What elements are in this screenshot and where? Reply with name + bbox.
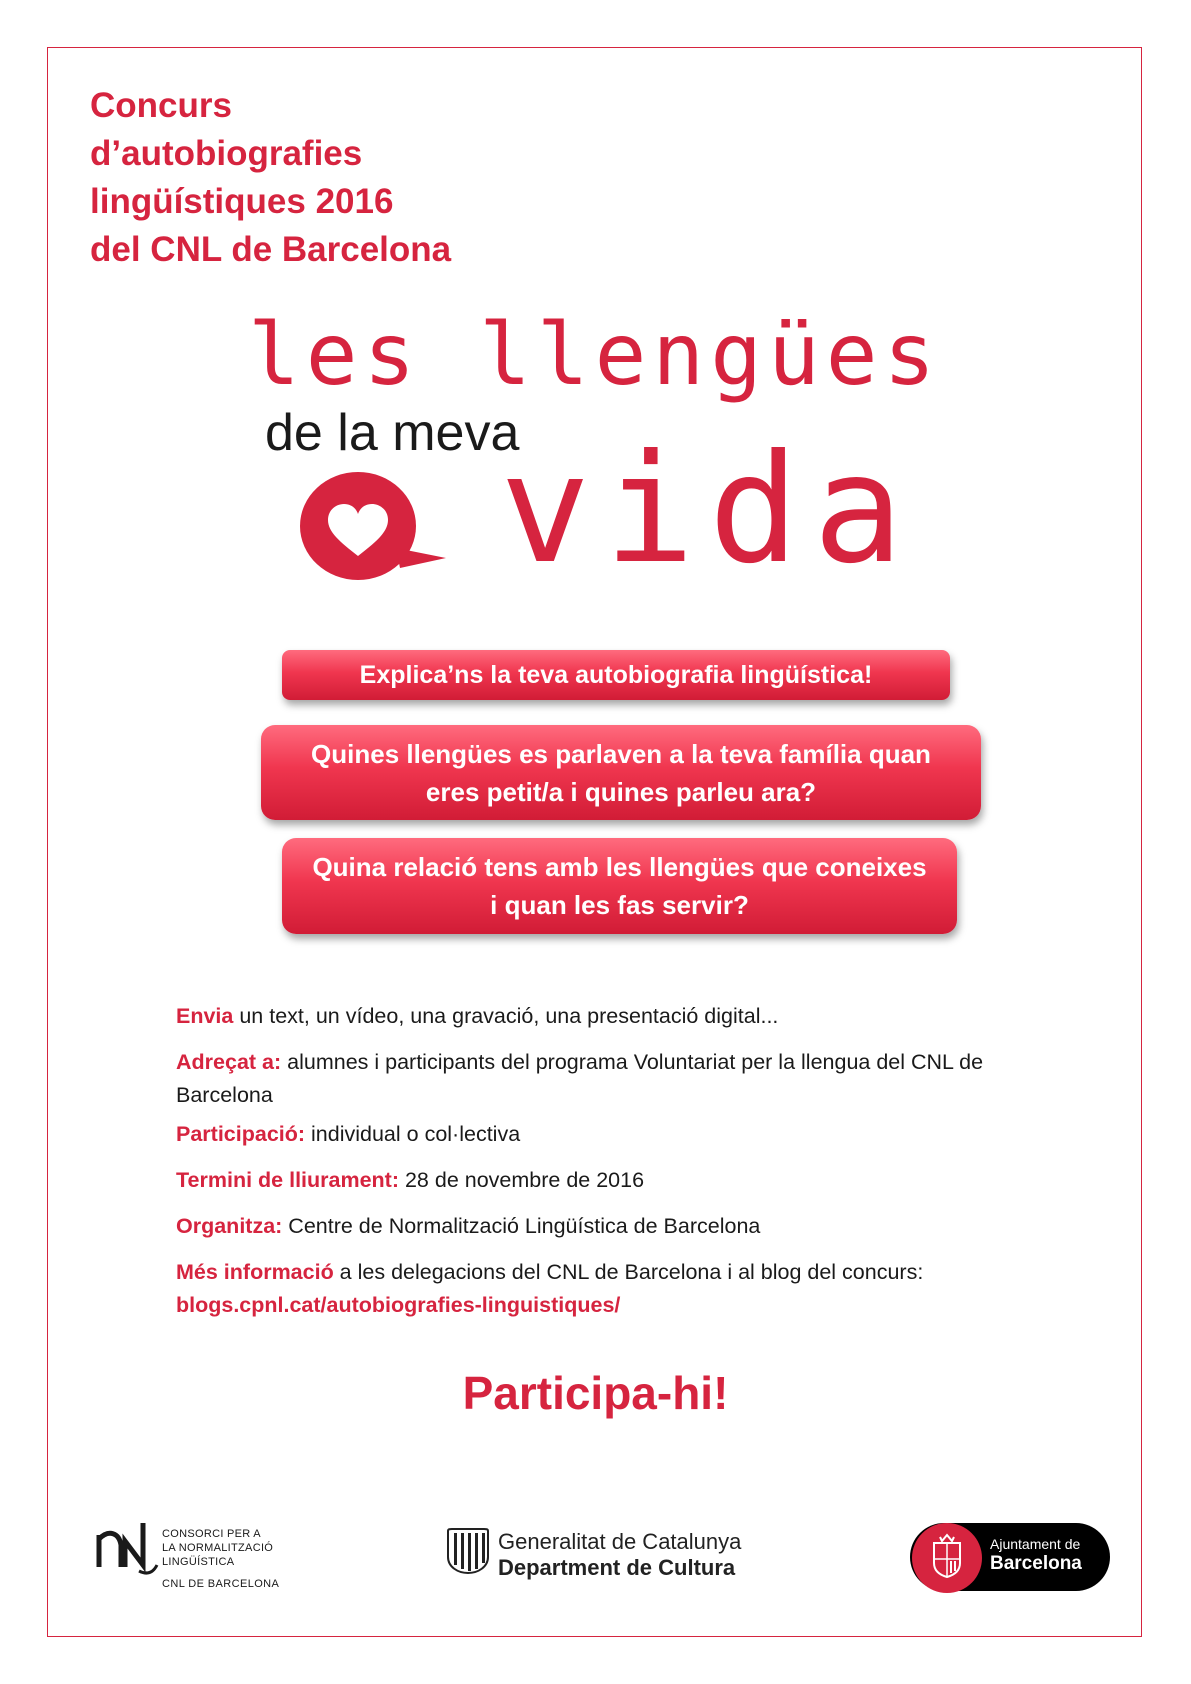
blog-link[interactable]: blogs.cpnl.cat/autobiografies-linguistiques/ (176, 1293, 621, 1317)
logo-middle-text: de la meva (265, 404, 520, 462)
info-text: Centre de Normalització Lingüística de Barcelona (282, 1214, 761, 1238)
title-line-1: Concurs (90, 86, 232, 125)
generalitat-line-2: Department de Cultura (498, 1555, 736, 1580)
question-box-2 (261, 725, 981, 820)
heart-speech-bubble-icon (298, 470, 448, 582)
question-text-2: Quines llengües es parlaven a la teva família quan eres petit/a i quines parleu ara? (311, 738, 931, 807)
info-adrecat (176, 1046, 1006, 1112)
ajuntament-name (990, 1535, 1082, 1575)
question-text-3: Quina relació tens amb les llengües que coneixes i quan les fas servir? (312, 852, 927, 920)
info-participacio (176, 1118, 1006, 1151)
cpnl-line-2: LA NORMALITZACIÓ (162, 1542, 274, 1554)
title-line-2: d’autobiografies (90, 134, 363, 173)
title-line-4: del CNL de Barcelona (90, 230, 452, 269)
barcelona-shield-glyph-icon (912, 1523, 982, 1593)
generalitat-line-1: Generalitat de Catalunya (498, 1529, 742, 1554)
generalitat-name (498, 1529, 741, 1581)
info-label: Més informació (176, 1260, 334, 1284)
cpnl-subtitle: CNL DE BARCELONA (162, 1578, 280, 1590)
contest-title (90, 82, 590, 274)
title-line-3: lingüístiques 2016 (90, 182, 394, 221)
info-text: alumnes i participants del programa Voluntariat per la llengua del CNL de Barcelona (176, 1050, 984, 1107)
generalitat-emblem-icon (446, 1527, 490, 1575)
ajuntament-line-2: Barcelona (990, 1553, 1082, 1574)
logo-word-llengues: les llengües (248, 305, 942, 405)
info-text: 28 de novembre de 2016 (399, 1168, 645, 1192)
info-label: Adreçat a: (176, 1050, 282, 1074)
info-label: Termini de lliurament: (176, 1168, 399, 1192)
info-mes-informacio (176, 1256, 1006, 1322)
call-to-action: Participa-hi! (462, 1367, 729, 1419)
cpnl-line-1: CONSORCI PER A (162, 1528, 261, 1540)
question-text-1: Explica’ns la teva autobiografia lingüística! (359, 660, 873, 689)
info-termini (176, 1164, 1006, 1197)
info-organitza (176, 1210, 1006, 1243)
cpnl-line-3: LINGÜÍSTICA (162, 1556, 235, 1568)
ajuntament-line-1: Ajuntament de (990, 1536, 1081, 1552)
cpnl-name (162, 1527, 273, 1569)
logo-word-vida: vida (500, 423, 918, 597)
barcelona-shield-icon (912, 1523, 982, 1593)
info-label: Envia (176, 1004, 234, 1028)
info-text: un text, un vídeo, una gravació, una presentació digital... (233, 1004, 779, 1028)
info-text: a les delegacions del CNL de Barcelona i al blog del concurs: (333, 1260, 924, 1284)
info-envia (176, 1000, 1006, 1033)
question-box-1 (282, 650, 950, 700)
info-label: Participació: (176, 1122, 306, 1146)
question-box-3 (282, 838, 957, 934)
info-text: individual o col·lectiva (305, 1122, 521, 1146)
info-label: Organitza: (176, 1214, 283, 1238)
